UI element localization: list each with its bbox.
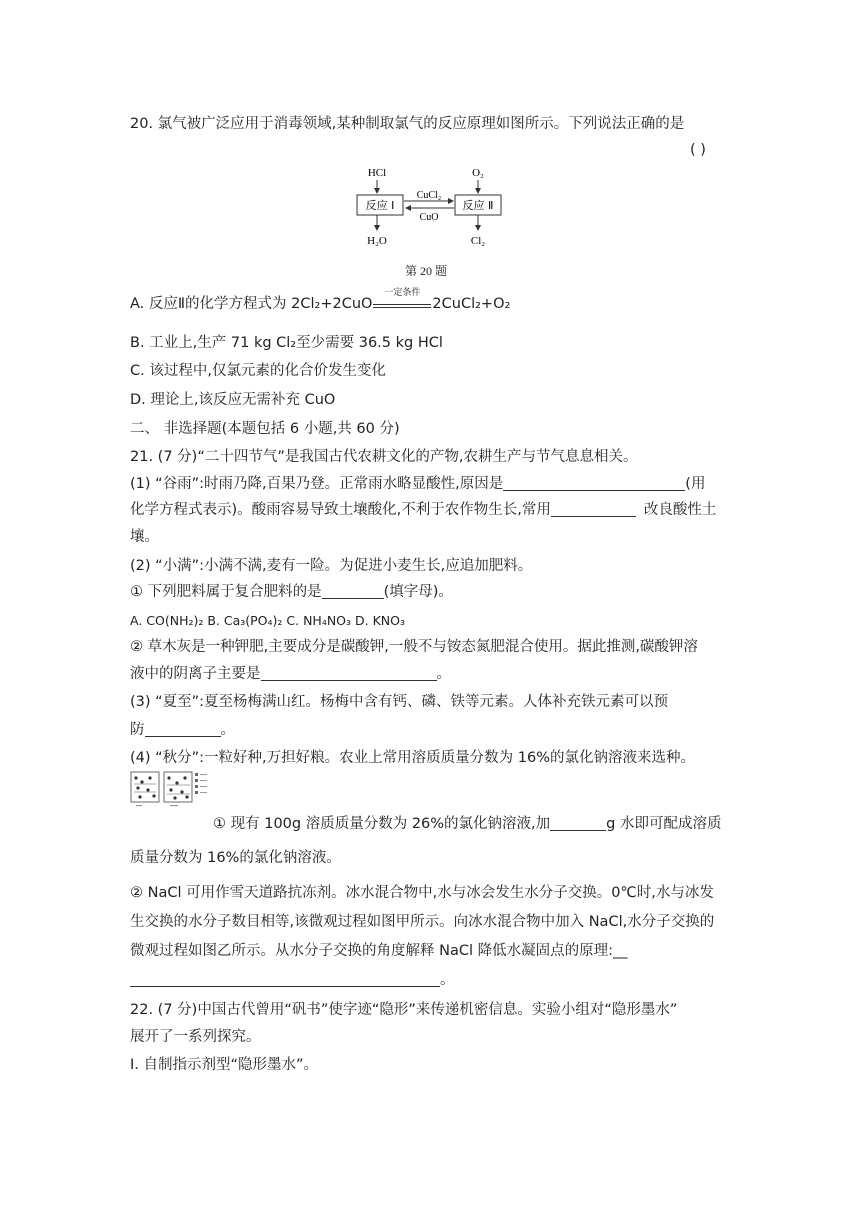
reaction-condition (373, 288, 431, 308)
q21-part4-sub2-line4 (130, 970, 455, 990)
output-h2o-label: H₂O (367, 235, 387, 247)
option-a-products: 2CuCl₂+O₂ (432, 296, 511, 312)
arrow-top-label: CuCl₂ (416, 190, 442, 201)
arrow-bottom-label: CuO (419, 212, 439, 223)
q21-part4-sub1-line2: 质量分数为 16%的氯化钠溶液。 (130, 850, 341, 866)
q20-answer-paren: ( ) (690, 142, 706, 158)
q22-stem-line2: 展开了一系列探究。 (130, 1029, 261, 1045)
q21-part3-end: 。 (220, 722, 235, 738)
q20-option-b: B. 工业上,生产 71 kg Cl₂至少需要 36.5 kg HCl (130, 335, 443, 351)
reaction-1-label: 反应 Ⅰ (365, 199, 395, 212)
answer-blank-disease (145, 721, 221, 737)
input-hcl-label: HCl (367, 167, 387, 179)
q21-part1-text-d: 改良酸性土 (643, 502, 717, 518)
q21-part4-sub1-line1 (213, 814, 721, 834)
answer-blank-anion (261, 665, 437, 681)
q21-part2-sub1-text: ① 下列肥料属于复合肥料的是 (130, 584, 322, 600)
molecule-exchange-figure (130, 770, 208, 812)
q21-part4: (4) “秋分”:一粒好种,万担好粮。农业上常用溶质质量分数为 16%的氯化钠溶液来选种。 (130, 750, 696, 766)
q21-part4-sub2-line2: 生交换的水分子数目相等,该微观过程如图甲所示。向冰水混合物中加入 NaCl,水分子交换的 (130, 914, 715, 930)
q21-part2-options: A. CO(NH₂)₂ B. Ca₃(PO₄)₂ C. NH₄NO₃ D. KNO₃ (130, 613, 405, 628)
q21-part1-text-b: (用 (685, 476, 706, 492)
q21-part4-sub1-text: ① 现有 100g 溶质质量分数为 26%的氯化钠溶液,加 (213, 816, 551, 832)
q21-part4-sub2-line3: 微观过程如图乙所示。从水分子交换的角度解释 NaCl 降低水凝固点的原理:__ (130, 943, 628, 959)
answer-blank-explanation (130, 971, 440, 987)
figure-caption: 第 20 题 (405, 264, 448, 278)
q21-part1-text: (1) “谷雨”:时雨乃降,百果乃登。正常雨水略显酸性,原因是 (130, 476, 504, 492)
condition-label: 一定条件 (384, 288, 421, 298)
q21-part2-sub1 (130, 582, 453, 602)
input-o2-label: O₂ (472, 167, 484, 179)
q21-part3-text: 防 (130, 722, 145, 738)
q21-part4-sub2-end: 。 (440, 972, 455, 988)
section-heading: 二、 非选择题(本题包括 6 小题,共 60 分) (130, 421, 400, 437)
q21-part1-line2 (130, 500, 716, 520)
answer-blank-improver (551, 501, 636, 517)
q20-stem: 20. 氯气被广泛应用于消毒领域,某种制取氯气的反应原理如图所示。下列说法正确的是 (130, 116, 685, 132)
q20-option-c: C. 该过程中,仅氯元素的化合价发生变化 (130, 363, 386, 379)
q21-part2-sub2-end: 。 (436, 666, 451, 682)
q21-part2-sub2-text: 液中的阴离子主要是 (130, 666, 261, 682)
q21-part1-text-c: 化学方程式表示)。酸雨容易导致土壤酸化,不利于农作物生长,常用 (130, 502, 551, 518)
q21-part3-line2 (130, 720, 235, 740)
q21-part3-line1: (3) “夏至”:夏至杨梅满山红。杨梅中含有钙、磷、铁等元素。人体补充铁元素可以预 (130, 694, 669, 710)
answer-blank-fertilizer (322, 583, 384, 599)
q22-stem-line1: 22. (7 分)中国古代曾用“矾书”使字迹“隐形”来传递机密信息。实验小组对“隐形墨水” (130, 1002, 678, 1018)
q21-part2-sub2-line1: ② 草木灰是一种钾肥,主要成分是碳酸钾,一般不与铵态氮肥混合使用。据此推测,碳酸钾溶 (130, 639, 698, 655)
option-a-text: A. 反应Ⅱ的化学方程式为 2Cl₂+2CuO (130, 296, 373, 312)
reaction-2-label: 反应 Ⅱ (462, 199, 494, 212)
q21-part1-line1 (130, 474, 705, 494)
answer-blank-water-mass (550, 815, 606, 831)
output-cl2-label: Cl₂ (470, 235, 486, 247)
q21-stem: 21. (7 分)“二十四节气”是我国古代农耕文化的产物,农耕生产与节气息息相关。 (130, 449, 638, 465)
reaction-diagram (350, 160, 510, 252)
q21-part4-sub2-line1: ② NaCl 可用作雪天道路抗冻剂。冰水混合物中,水与冰会发生水分子交换。0℃时,水与冰发 (130, 885, 714, 901)
q21-part2-sub2-line2 (130, 664, 451, 684)
q21-part4-sub1-text-b: g 水即可配成溶质 (606, 816, 722, 832)
q21-part2-sub1-text-b: (填字母)。 (383, 584, 453, 600)
q21-part1-line3: 壤。 (130, 529, 159, 545)
q20-option-a (130, 288, 511, 314)
answer-blank-equation (503, 475, 685, 491)
q20-option-d: D. 理论上,该反应无需补充 CuO (130, 392, 336, 408)
q22-part1: Ⅰ. 自制指示剂型“隐形墨水”。 (130, 1057, 319, 1073)
q21-part2: (2) “小满”:小满不满,麦有一险。为促进小麦生长,应追加肥料。 (130, 558, 533, 574)
